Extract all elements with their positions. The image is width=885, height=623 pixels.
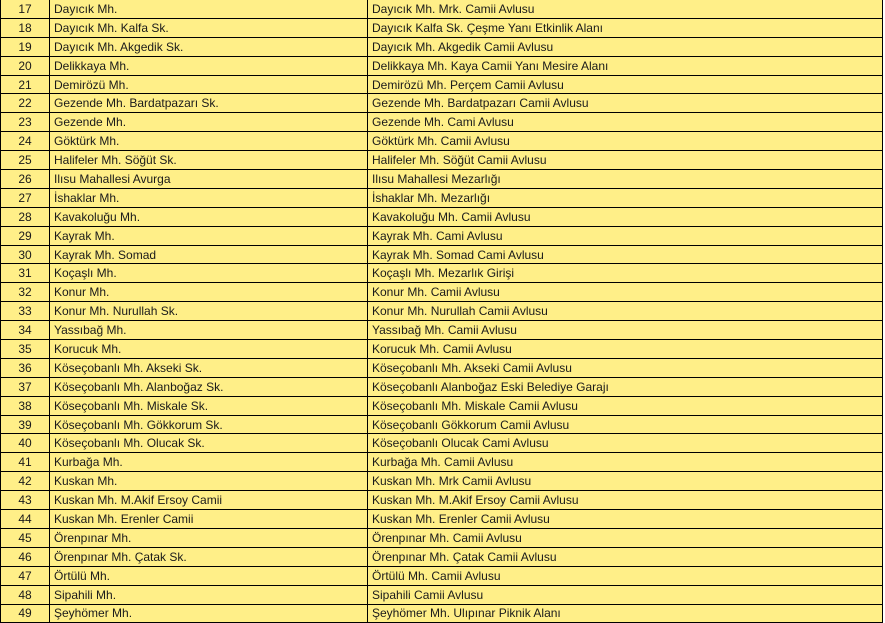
table-row <box>1 37 883 56</box>
location-cell: İshaklar Mh. Mezarlığı <box>368 188 883 207</box>
row-number-cell: 24 <box>1 132 50 151</box>
location-cell: Kavakoluğu Mh. Camii Avlusu <box>368 207 883 226</box>
row-number-cell: 21 <box>1 75 50 94</box>
table-row <box>1 56 883 75</box>
location-cell: Konur Mh. Nurullah Camii Avlusu <box>368 302 883 321</box>
location-cell: Köseçobanlı Gökkorum Camii Avlusu <box>368 415 883 434</box>
neighborhood-cell: Gezende Mh. <box>50 113 368 132</box>
neighborhood-cell: Dayıcık Mh. Akgedik Sk. <box>50 37 368 56</box>
neighborhood-cell: Yassıbağ Mh. <box>50 321 368 340</box>
neighborhood-cell: Dayıcık Mh. <box>50 0 368 18</box>
table-row <box>1 585 883 604</box>
table-row <box>1 18 883 37</box>
row-number-cell: 31 <box>1 264 50 283</box>
table-row <box>1 377 883 396</box>
row-number-cell: 46 <box>1 547 50 566</box>
table-row <box>1 396 883 415</box>
table-row <box>1 113 883 132</box>
neighborhood-cell: Korucuk Mh. <box>50 340 368 359</box>
row-number-cell: 32 <box>1 283 50 302</box>
location-cell: Sipahili Camii Avlusu <box>368 585 883 604</box>
location-cell: Göktürk Mh. Camii Avlusu <box>368 132 883 151</box>
row-number-cell: 22 <box>1 94 50 113</box>
row-number-cell: 41 <box>1 453 50 472</box>
table-row <box>1 604 883 623</box>
table-row <box>1 75 883 94</box>
neighborhood-cell: Örtülü Mh. <box>50 566 368 585</box>
row-number-cell: 33 <box>1 302 50 321</box>
row-number-cell: 37 <box>1 377 50 396</box>
location-cell: Kayrak Mh. Somad Cami Avlusu <box>368 245 883 264</box>
table-row <box>1 321 883 340</box>
neighborhood-cell: Köseçobanlı Mh. Gökkorum Sk. <box>50 415 368 434</box>
row-number-cell: 28 <box>1 207 50 226</box>
neighborhood-cell: İshaklar Mh. <box>50 188 368 207</box>
neighborhood-cell: Kurbağa Mh. <box>50 453 368 472</box>
neighborhood-cell: Konur Mh. Nurullah Sk. <box>50 302 368 321</box>
table-row <box>1 415 883 434</box>
location-cell: Köseçobanlı Alanboğaz Eski Belediye Garajı <box>368 377 883 396</box>
neighborhood-cell: Halifeler Mh. Söğüt Sk. <box>50 151 368 170</box>
location-cell: Ilısu Mahallesi Mezarlığı <box>368 170 883 189</box>
location-cell: Yassıbağ Mh. Camii Avlusu <box>368 321 883 340</box>
table-row <box>1 528 883 547</box>
row-number-cell: 29 <box>1 226 50 245</box>
neighborhood-cell: Dayıcık Mh. Kalfa Sk. <box>50 18 368 37</box>
location-cell: Köseçobanlı Mh. Akseki Camii Avlusu <box>368 358 883 377</box>
location-cell: Köseçobanlı Olucak Cami Avlusu <box>368 434 883 453</box>
table-row <box>1 94 883 113</box>
row-number-cell: 19 <box>1 37 50 56</box>
row-number-cell: 34 <box>1 321 50 340</box>
neighborhood-cell: Örenpınar Mh. <box>50 528 368 547</box>
location-cell: Dayıcık Kalfa Sk. Çeşme Yanı Etkinlik Alanı <box>368 18 883 37</box>
table-row <box>1 566 883 585</box>
location-cell: Köseçobanlı Mh. Miskale Camii Avlusu <box>368 396 883 415</box>
row-number-cell: 40 <box>1 434 50 453</box>
table-row <box>1 453 883 472</box>
neighborhood-cell: Kuskan Mh. <box>50 472 368 491</box>
location-cell: Kurbağa Mh. Camii Avlusu <box>368 453 883 472</box>
location-cell: Konur Mh. Camii Avlusu <box>368 283 883 302</box>
neighborhood-cell: Delikkaya Mh. <box>50 56 368 75</box>
table-row <box>1 340 883 359</box>
location-cell: Dayıcık Mh. Akgedik Camii Avlusu <box>368 37 883 56</box>
row-number-cell: 18 <box>1 18 50 37</box>
table-row <box>1 188 883 207</box>
table-row <box>1 434 883 453</box>
location-cell: Şeyhömer Mh. Ulıpınar Piknik Alanı <box>368 604 883 623</box>
table-row <box>1 491 883 510</box>
neighborhood-cell: Köseçobanlı Mh. Akseki Sk. <box>50 358 368 377</box>
table-row <box>1 0 883 18</box>
table-row <box>1 264 883 283</box>
table-row <box>1 132 883 151</box>
neighborhood-cell: Şeyhömer Mh. <box>50 604 368 623</box>
row-number-cell: 30 <box>1 245 50 264</box>
location-cell: Örenpınar Mh. Çatak Camii Avlusu <box>368 547 883 566</box>
location-cell: Delikkaya Mh. Kaya Camii Yanı Mesire Alanı <box>368 56 883 75</box>
row-number-cell: 17 <box>1 0 50 18</box>
row-number-cell: 38 <box>1 396 50 415</box>
neighborhood-cell: Göktürk Mh. <box>50 132 368 151</box>
table-row <box>1 510 883 529</box>
location-cell: Dayıcık Mh. Mrk. Camii Avlusu <box>368 0 883 18</box>
location-cell: Koçaşlı Mh. Mezarlık Girişi <box>368 264 883 283</box>
neighborhood-cell: Konur Mh. <box>50 283 368 302</box>
location-cell: Kuskan Mh. M.Akif Ersoy Camii Avlusu <box>368 491 883 510</box>
row-number-cell: 39 <box>1 415 50 434</box>
table-body <box>1 0 883 623</box>
neighborhood-cell: Ilısu Mahallesi Avurga <box>50 170 368 189</box>
location-cell: Örenpınar Mh. Camii Avlusu <box>368 528 883 547</box>
row-number-cell: 27 <box>1 188 50 207</box>
row-number-cell: 35 <box>1 340 50 359</box>
location-cell: Kayrak Mh. Cami Avlusu <box>368 226 883 245</box>
neighborhood-cell: Kuskan Mh. M.Akif Ersoy Camii <box>50 491 368 510</box>
neighborhood-cell: Kuskan Mh. Erenler Camii <box>50 510 368 529</box>
location-cell: Korucuk Mh. Camii Avlusu <box>368 340 883 359</box>
neighborhood-cell: Koçaşlı Mh. <box>50 264 368 283</box>
row-number-cell: 23 <box>1 113 50 132</box>
row-number-cell: 45 <box>1 528 50 547</box>
row-number-cell: 26 <box>1 170 50 189</box>
row-number-cell: 42 <box>1 472 50 491</box>
neighborhood-cell: Gezende Mh. Bardatpazarı Sk. <box>50 94 368 113</box>
neighborhood-cell: Köseçobanlı Mh. Miskale Sk. <box>50 396 368 415</box>
table-row <box>1 226 883 245</box>
neighborhood-cell: Kayrak Mh. Somad <box>50 245 368 264</box>
row-number-cell: 20 <box>1 56 50 75</box>
row-number-cell: 47 <box>1 566 50 585</box>
row-number-cell: 36 <box>1 358 50 377</box>
location-cell: Gezende Mh. Cami Avlusu <box>368 113 883 132</box>
location-cell: Gezende Mh. Bardatpazarı Camii Avlusu <box>368 94 883 113</box>
table-row <box>1 170 883 189</box>
table-row <box>1 151 883 170</box>
neighborhood-cell: Örenpınar Mh. Çatak Sk. <box>50 547 368 566</box>
table-row <box>1 472 883 491</box>
row-number-cell: 44 <box>1 510 50 529</box>
table-row <box>1 245 883 264</box>
table-row <box>1 207 883 226</box>
row-number-cell: 48 <box>1 585 50 604</box>
location-cell: Halifeler Mh. Söğüt Camii Avlusu <box>368 151 883 170</box>
table-row <box>1 283 883 302</box>
table-row <box>1 302 883 321</box>
neighborhood-cell: Kayrak Mh. <box>50 226 368 245</box>
row-number-cell: 49 <box>1 604 50 623</box>
location-cell: Kuskan Mh. Erenler Camii Avlusu <box>368 510 883 529</box>
neighborhood-cell: Köseçobanlı Mh. Olucak Sk. <box>50 434 368 453</box>
location-cell: Demirözü Mh. Perçem Camii Avlusu <box>368 75 883 94</box>
neighborhood-cell: Sipahili Mh. <box>50 585 368 604</box>
location-cell: Kuskan Mh. Mrk Camii Avlusu <box>368 472 883 491</box>
location-cell: Örtülü Mh. Camii Avlusu <box>368 566 883 585</box>
table-row <box>1 358 883 377</box>
neighborhood-cell: Kavakoluğu Mh. <box>50 207 368 226</box>
neighborhood-cell: Demirözü Mh. <box>50 75 368 94</box>
table-row <box>1 547 883 566</box>
neighborhood-cell: Köseçobanlı Mh. Alanboğaz Sk. <box>50 377 368 396</box>
row-number-cell: 43 <box>1 491 50 510</box>
row-number-cell: 25 <box>1 151 50 170</box>
